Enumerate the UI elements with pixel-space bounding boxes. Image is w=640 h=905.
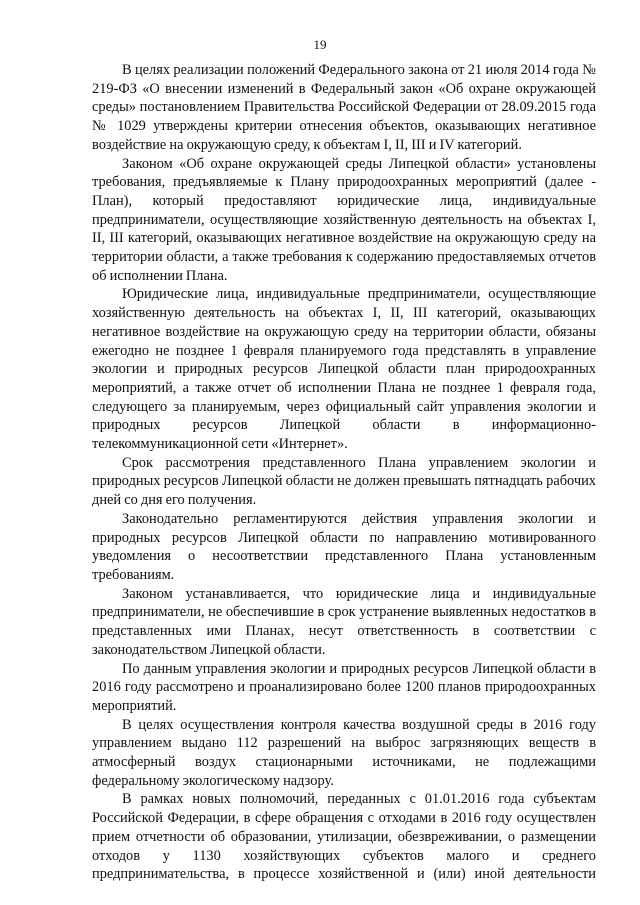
paragraph-obligations: Юридические лица, индивидуальные предприниматели, осуществляющие хозяйственную деятельность на объектах I, II, III категорий, оказывающих негативное воздействие на окружающую среду на территории области, обязаны ежегодно не позднее 1 февраля планируемого года представлять в управление экологии и природных ресурсов Липецкой области план природоохранных мероприятий, а также отчет об исполнении Плана не позднее 1 февраля года, следующего за планируемым, через официальный сайт управления экологии и природных ресурсов Липецкой области в информационно-телекоммуникационной сети «Интернет». bbox=[92, 286, 596, 453]
paragraph-review-term: Срок рассмотрения представленного Плана управлением экологии и природных ресурсов Липецкой области не должен превышать пятнадцать рабочих дней со дня его получения. bbox=[92, 454, 596, 509]
paragraph-waste-management: В рамках новых полномочий, переданных с 01.01.2016 года субъектам Российской Федерации, в сфере обращения с отходами в 2016 году осуществлен прием отчетности об образовании, утилизации, обезвреживании, о размещении отходов у 1130 хозяйствующих субъектов малого и среднего предпринимательства, в процессе хозяйственной и (или) иной деятельности bbox=[92, 791, 596, 883]
document-body bbox=[92, 61, 596, 884]
paragraph-federal-law: В целях реализации положений Федерального закона от 21 июля 2014 года № 219-ФЗ «О внесении изменений в Федеральный закон «Об охране окружающей среды» постановлением Правительства Российской Федерации от 28.09.2015 года № 1029 утверждены критерии отнесения объектов, оказывающих негативное воздействие на окружающую среду, к объектам I, II, III и IV категорий. bbox=[92, 62, 596, 153]
paragraph-statistics: По данным управления экологии и природных ресурсов Липецкой области в 2016 году рассмотрено и проанализировано более 1200 планов природоохранных мероприятий. bbox=[92, 660, 596, 714]
paragraph-air-quality: В целях осуществления контроля качества воздушной среды в 2016 году управлением выдано 112 разрешений на выброс загрязняющих веществ в атмосферный воздух стационарными источниками, не подлежащими федеральному экологическому надзору. bbox=[92, 716, 596, 789]
paragraph-notification: Законодательно регламентируются действия управления экологии и природных ресурсов Липецкой области по направлению мотивированного уведомления о несоответствии представленного Плана установленным требованиям. bbox=[92, 510, 596, 583]
page-number: 19 bbox=[313, 37, 327, 52]
paragraph-liability: Законом устанавливается, что юридические лица и индивидуальные предприниматели, не обеспечившие в срок устранение выявленных недостатков в представленных ими Планах, несут ответственность в соответствии с законодательством Липецкой области. bbox=[92, 585, 596, 658]
paragraph-regional-law: Законом «Об охране окружающей среды Липецкой области» установлены требования, предъявляемые к Плану природоохранных мероприятий (далее - План), который предоставляют юридические лица, индивидуальные предприниматели, осуществляющие хозяйственную деятельность на объектах I, II, III категорий, оказывающих негативное воздействие на окружающую среду на территории области, а также требования к содержанию предоставляемых отчетов об исполнении Плана. bbox=[92, 155, 596, 284]
